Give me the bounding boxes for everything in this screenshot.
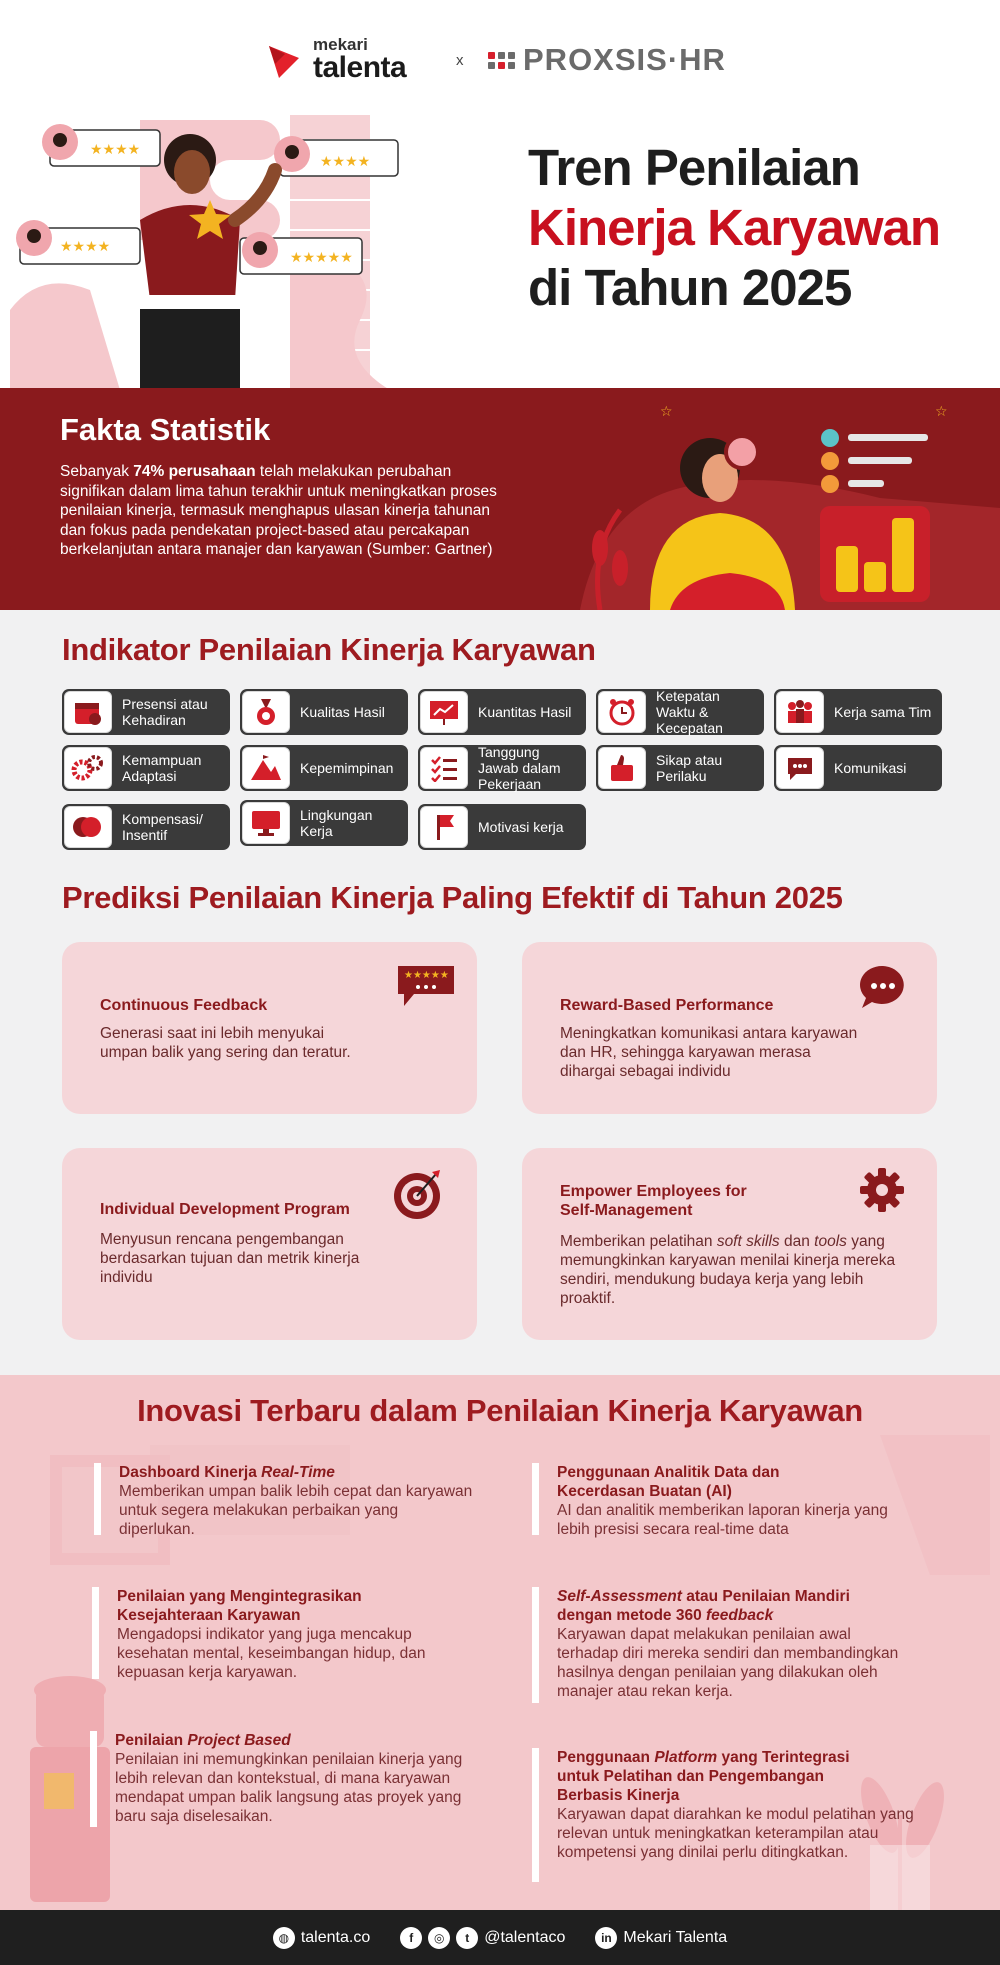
card-body: Generasi saat ini lebih menyukai umpan balik yang sering dan teratur. [100, 1025, 351, 1061]
indicator-label: Kemampuan Adaptasi [122, 752, 202, 784]
prediksi-card-continuous-feedback [62, 942, 477, 1114]
thumbs-up-icon [598, 747, 646, 789]
footer-linkedin[interactable] [595, 1927, 727, 1949]
mountain-icon [242, 747, 290, 789]
partner-name: PROXSIS·HR [523, 42, 726, 77]
footer-bar [0, 1910, 1000, 1965]
prediksi-card-individual-development [62, 1148, 477, 1340]
inovasi-title-em: Project Based [187, 1732, 291, 1749]
inovasi-item-title [119, 1463, 474, 1482]
fakta-illustration [580, 388, 1000, 610]
indicator-chip-adaptasi[interactable] [62, 745, 230, 791]
chat-icon [776, 747, 824, 789]
card-body-em1: soft skills [716, 1233, 780, 1250]
inovasi-title-em: Real-Time [261, 1464, 335, 1481]
prediksi-card-reward-based [522, 942, 937, 1114]
indicator-chip-presensi[interactable] [62, 689, 230, 735]
speech-bubble-icon [858, 964, 908, 1010]
calendar-icon [64, 691, 112, 733]
rating-chat-icon [396, 964, 456, 1008]
medal-icon [242, 691, 290, 733]
indicator-chip-ketepatan[interactable] [596, 689, 764, 735]
svg-text:☆: ☆ [935, 403, 948, 419]
inovasi-item-title [557, 1748, 887, 1805]
inovasi-item-body: Karyawan dapat diarahkan ke modul pelatihan yang relevan untuk meningkatkan keterampilan atau kompetensi yang dinilai perlu ditingkatkan. [557, 1806, 914, 1861]
title-line-1: Tren Penilaian [528, 139, 860, 196]
indicator-label: Kuantitas Hasil [478, 704, 572, 720]
monitor-icon [242, 802, 290, 844]
inovasi-item-kesejahteraan [92, 1587, 472, 1679]
inovasi-item-title [557, 1587, 877, 1625]
inovasi-title-plain: Penilaian [115, 1732, 188, 1749]
indicator-chip-kompensasi[interactable] [62, 804, 230, 850]
hero-illustration [10, 110, 490, 390]
indicator-chip-sikap[interactable] [596, 745, 764, 791]
inovasi-title-em2: feedback [706, 1607, 774, 1624]
card-body: Meningkatkan komunikasi antara karyawan dan HR, sehingga karyawan merasa dihargai sebagai individu [560, 1025, 858, 1080]
inovasi-title-em: Platform [654, 1749, 718, 1766]
card-title: Reward-Based Performance [560, 997, 774, 1014]
mekari-talenta-logo[interactable] [265, 36, 406, 83]
card-title: Empower Employees for Self-Management [560, 1183, 747, 1219]
title-line-2: Kinerja Karyawan [528, 199, 941, 256]
indicator-chip-komunikasi[interactable] [774, 745, 942, 791]
indicator-chip-kepemimpinan[interactable] [240, 745, 408, 791]
rating-card-3 [16, 220, 140, 264]
rating-card-1 [42, 124, 160, 166]
inovasi-item-title: Penggunaan Analitik Data dan Kecerdasan Buatan (AI) [557, 1464, 780, 1500]
fakta-title: Fakta Statistik [60, 412, 271, 447]
svg-text:★★★★★: ★★★★★ [404, 970, 449, 981]
card-title: Individual Development Program [100, 1201, 350, 1218]
fakta-body-prefix: Sebanyak [60, 463, 134, 480]
indicator-chip-kuantitas[interactable] [418, 689, 586, 735]
talenta-logo-mark-icon [265, 40, 305, 80]
title-line-3: di Tahun 2025 [528, 259, 852, 316]
inovasi-title-em1: Self-Assessment [557, 1588, 682, 1605]
indicator-chip-kerjasama[interactable] [774, 689, 942, 735]
rating-card-2 [274, 136, 398, 176]
checklist-icon [420, 747, 468, 789]
card-body-em2: tools [814, 1233, 847, 1250]
indicator-label: Kerja sama Tim [834, 704, 932, 720]
inovasi-item-body: AI dan analitik memberikan laporan kinerja yang lebih presisi secara real-time data [557, 1502, 888, 1538]
indicator-label: Kualitas Hasil [300, 704, 385, 720]
indikator-section [0, 610, 1000, 1375]
svg-text:★★★★★: ★★★★★ [290, 249, 353, 265]
coins-icon [64, 806, 112, 848]
footer-social[interactable] [400, 1927, 565, 1949]
inovasi-title-rest: yang Terintegrasi untuk Pelatihan dan Pengembangan Berbasis Kinerja [557, 1749, 850, 1804]
svg-text:☆: ☆ [660, 403, 673, 419]
card-body-part1: Memberikan pelatihan [560, 1233, 717, 1250]
inovasi-title-plain: Dashboard Kinerja [119, 1464, 262, 1481]
indicator-label: Motivasi kerja [478, 819, 564, 835]
inovasi-section [0, 1375, 1000, 1910]
svg-text:★★★★: ★★★★ [320, 153, 371, 169]
gear-icon [858, 1166, 906, 1214]
logo-separator: x [456, 52, 464, 69]
proxsis-dots-icon [488, 52, 515, 69]
team-icon [776, 691, 824, 733]
facebook-icon[interactable]: f [400, 1927, 422, 1949]
inovasi-item-title [115, 1731, 470, 1750]
indicator-label: Ketepatan Waktu & Kecepatan [656, 688, 723, 736]
card-body [560, 1232, 910, 1308]
logo-bar [0, 36, 1000, 96]
svg-text:★★★★: ★★★★ [60, 238, 111, 254]
inovasi-item-self-assessment [532, 1587, 912, 1703]
linkedin-text: Mekari Talenta [623, 1928, 728, 1946]
indicator-label: Kepemimpinan [300, 760, 394, 776]
indicator-chip-kualitas[interactable] [240, 689, 408, 735]
footer-website[interactable] [273, 1927, 370, 1949]
inovasi-title-plain: Penggunaan [557, 1749, 655, 1766]
indicator-chip-tanggungjawab[interactable] [418, 745, 586, 791]
indikator-title: Indikator Penilaian Kinerja Karyawan [62, 632, 596, 667]
inovasi-item-title: Penilaian yang Mengintegrasikan Kesejahteraan Karyawan [117, 1588, 362, 1624]
inovasi-item-analitik-ai [532, 1463, 912, 1538]
fakta-body-rest: telah melakukan perubahan signifikan dalam lima tahun terakhir untuk meningkatkan proses penilaian kinerja, termasuk menghapus ulasan kinerja tahunan dan fokus pada pendekatan project-based atau percakapan berkelanjutan antara manajer dan karyawan (Sumber: Gartner) [60, 463, 497, 558]
hero-title [528, 138, 988, 318]
fakta-body-bold: 74% perusahaan [133, 463, 256, 480]
indicator-label: Sikap atau Perilaku [656, 752, 723, 784]
twitter-icon[interactable]: t [456, 1927, 478, 1949]
svg-text:★★★★: ★★★★ [90, 141, 141, 157]
inovasi-item-dashboard [94, 1463, 474, 1538]
bar-chart-icon [820, 506, 930, 602]
indicator-chip-lingkungan[interactable] [240, 800, 408, 846]
website-text: talenta.co [300, 1928, 371, 1946]
card-body: Menyusun rencana pengembangan berdasarkan tujuan dan metrik kinerja individu [100, 1231, 360, 1286]
indicator-label: Kompensasi/ Insentif [122, 811, 203, 843]
flag-icon [420, 806, 468, 848]
proxsis-hr-logo[interactable] [488, 42, 726, 78]
inovasi-item-project-based [90, 1731, 470, 1827]
target-icon [390, 1168, 444, 1222]
fakta-body [60, 462, 520, 560]
alarm-clock-icon [598, 691, 646, 733]
card-body-part2: dan [779, 1233, 815, 1250]
instagram-icon[interactable]: ◎ [428, 1927, 450, 1949]
inovasi-item-body: Karyawan dapat melakukan penilaian awal terhadap diri mereka sendiri dan membandingkan hasilnya dengan penilaian yang dilakukan oleh manajer atau rekan kerja. [557, 1626, 899, 1700]
inovasi-item-body: Mengadopsi indikator yang juga mencakup kesehatan mental, keseimbangan hidup, dan kepuasan kerja karyawan. [117, 1626, 426, 1681]
linkedin-icon: in [595, 1927, 617, 1949]
header-section [0, 0, 1000, 390]
inovasi-title-mid: atau Penilaian Mandiri dengan metode 360 [557, 1588, 850, 1624]
social-handle-text: @talentaco [484, 1928, 566, 1946]
card-title: Continuous Feedback [100, 997, 268, 1014]
inovasi-title: Inovasi Terbaru dalam Penilaian Kinerja Karyawan [137, 1393, 863, 1428]
indicator-chip-motivasi[interactable] [418, 804, 586, 850]
brand-small-text: mekari [313, 35, 368, 54]
indicator-label: Komunikasi [834, 760, 907, 776]
brand-big-text: talenta [313, 51, 407, 84]
inovasi-item-body: Memberikan umpan balik lebih cepat dan karyawan untuk segera melakukan perbaikan yang diperlukan. [119, 1483, 473, 1538]
globe-icon: ◍ [273, 1927, 295, 1949]
inovasi-item-platform [532, 1748, 912, 1882]
fakta-statistik-section [0, 388, 1000, 610]
rating-card-4 [240, 232, 362, 274]
inovasi-item-body: Penilaian ini memungkinkan penilaian kinerja yang lebih relevan dan kontekstual, di mana karyawan mendapat umpan balik langsung atas proyek yang baru saja diselesaikan. [115, 1751, 463, 1825]
prediksi-title: Prediksi Penilaian Kinerja Paling Efektif di Tahun 2025 [62, 880, 843, 915]
indicator-label: Presensi atau Kehadiran [122, 696, 208, 728]
card-body-part3: yang memungkinkan karyawan menilai kinerja mereka sendiri, mendukung budaya kerja yang lebih proaktif. [560, 1233, 896, 1307]
chart-board-icon [420, 691, 468, 733]
indicator-label: Lingkungan Kerja [300, 807, 373, 839]
profile-list-icon [821, 429, 928, 493]
gears-icon [64, 747, 112, 789]
prediksi-card-empower-employees [522, 1148, 937, 1340]
indicator-label: Tanggung Jawab dalam Pekerjaan [478, 744, 561, 792]
